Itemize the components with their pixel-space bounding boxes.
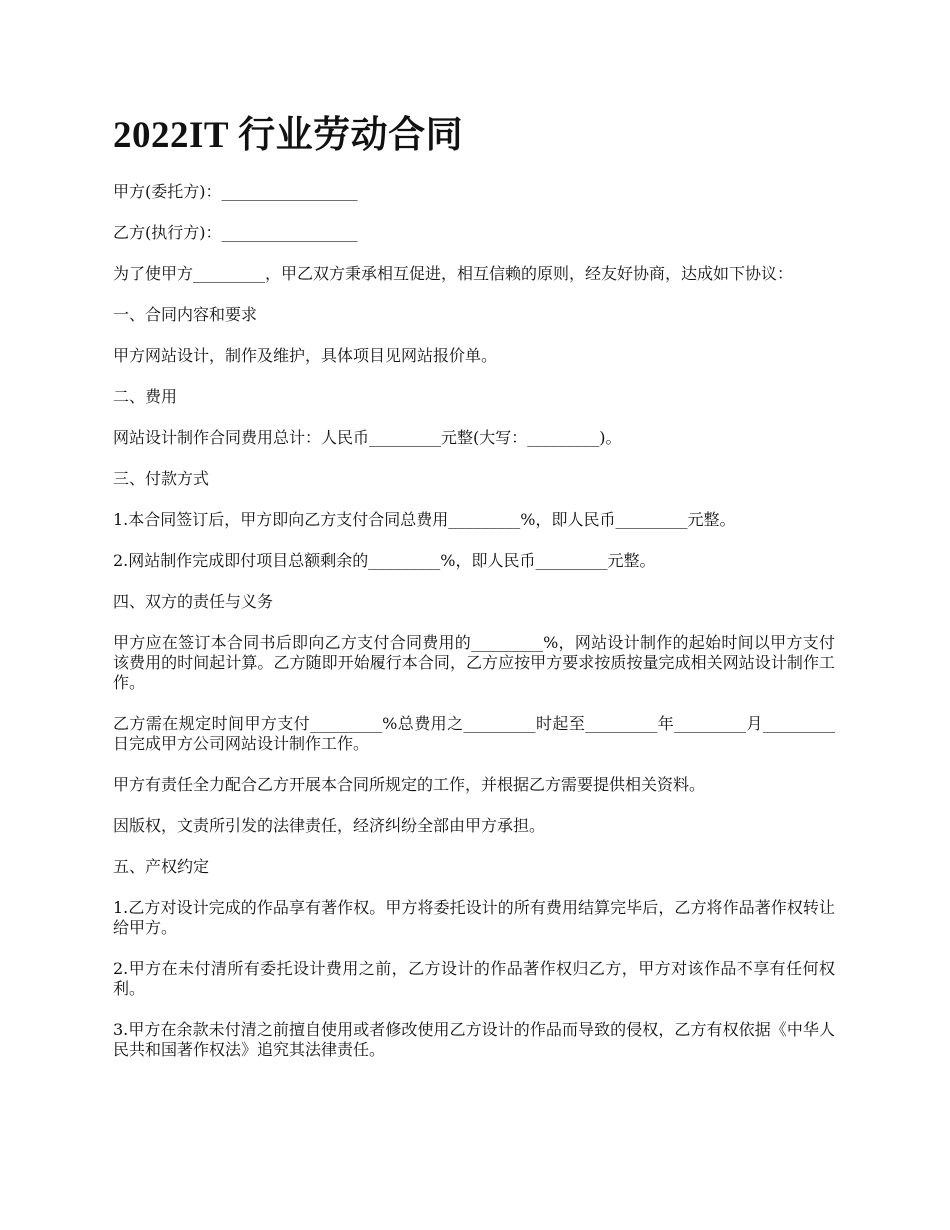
copyright-item-3: 3.甲方在余款未付清之前擅自使用或者修改使用乙方设计的作品而导致的侵权，乙方有权依据《中华人民共和国著作权法》追究其法律责任。 (113, 1020, 835, 1059)
section-heading-copyright: 五、产权约定 (113, 857, 210, 876)
payment-item-1: 1.本合同签订后，甲方即向乙方支付合同总费用_________%，即人民币_________元整。 (113, 510, 736, 529)
preamble-paragraph: 为了使甲方_________，甲乙双方秉承相互促进，相互信赖的原则，经友好协商，达成如下协议： (113, 264, 794, 283)
copyright-item-2: 2.甲方在未付清所有委托设计费用之前，乙方设计的作品著作权归乙方，甲方对该作品不享有任何权利。 (113, 959, 835, 998)
payment-item-2: 2.网站制作完成即付项目总额剩余的_________%，即人民币_________元整。 (113, 551, 656, 570)
document-title: 2022IT 行业劳动合同 (113, 115, 464, 156)
section-heading-duties: 四、双方的责任与义务 (113, 592, 274, 611)
duties-paragraph-4: 因版权，文责所引发的法律责任，经济纠纷全部由甲方承担。 (113, 816, 546, 835)
section-heading-contents: 一、合同内容和要求 (113, 305, 258, 324)
party-b-line: 乙方(执行方)：_________________ (113, 223, 358, 242)
fees-paragraph: 网站设计制作合同费用总计：人民币_________元整(大写：_________)。 (113, 428, 622, 447)
duties-paragraph-1: 甲方应在签订本合同书后即向乙方支付合同费用的_________%，网站设计制作的起始时间以甲方支付该费用的时间起计算。乙方随即开始履行本合同，乙方应按甲方要求按质按量完成相关网站设计制作工作。 (113, 633, 835, 692)
section-heading-payment: 三、付款方式 (113, 469, 210, 488)
party-a-line: 甲方(委托方)：_________________ (113, 182, 358, 201)
duties-paragraph-3: 甲方有责任全力配合乙方开展本合同所规定的工作，并根据乙方需要提供相关资料。 (113, 775, 706, 794)
document-page (113, 110, 835, 1081)
duties-paragraph-2: 乙方需在规定时间甲方支付_________%总费用之_________时起至_________年_________月_________日完成甲方公司网站设计制作工作。 (113, 714, 835, 753)
contents-paragraph: 甲方网站设计，制作及维护，具体项目见网站报价单。 (113, 346, 498, 365)
section-heading-fees: 二、费用 (113, 387, 178, 406)
copyright-item-1: 1.乙方对设计完成的作品享有著作权。甲方将委托设计的所有费用结算完毕后，乙方将作品著作权转让给甲方。 (113, 898, 835, 937)
